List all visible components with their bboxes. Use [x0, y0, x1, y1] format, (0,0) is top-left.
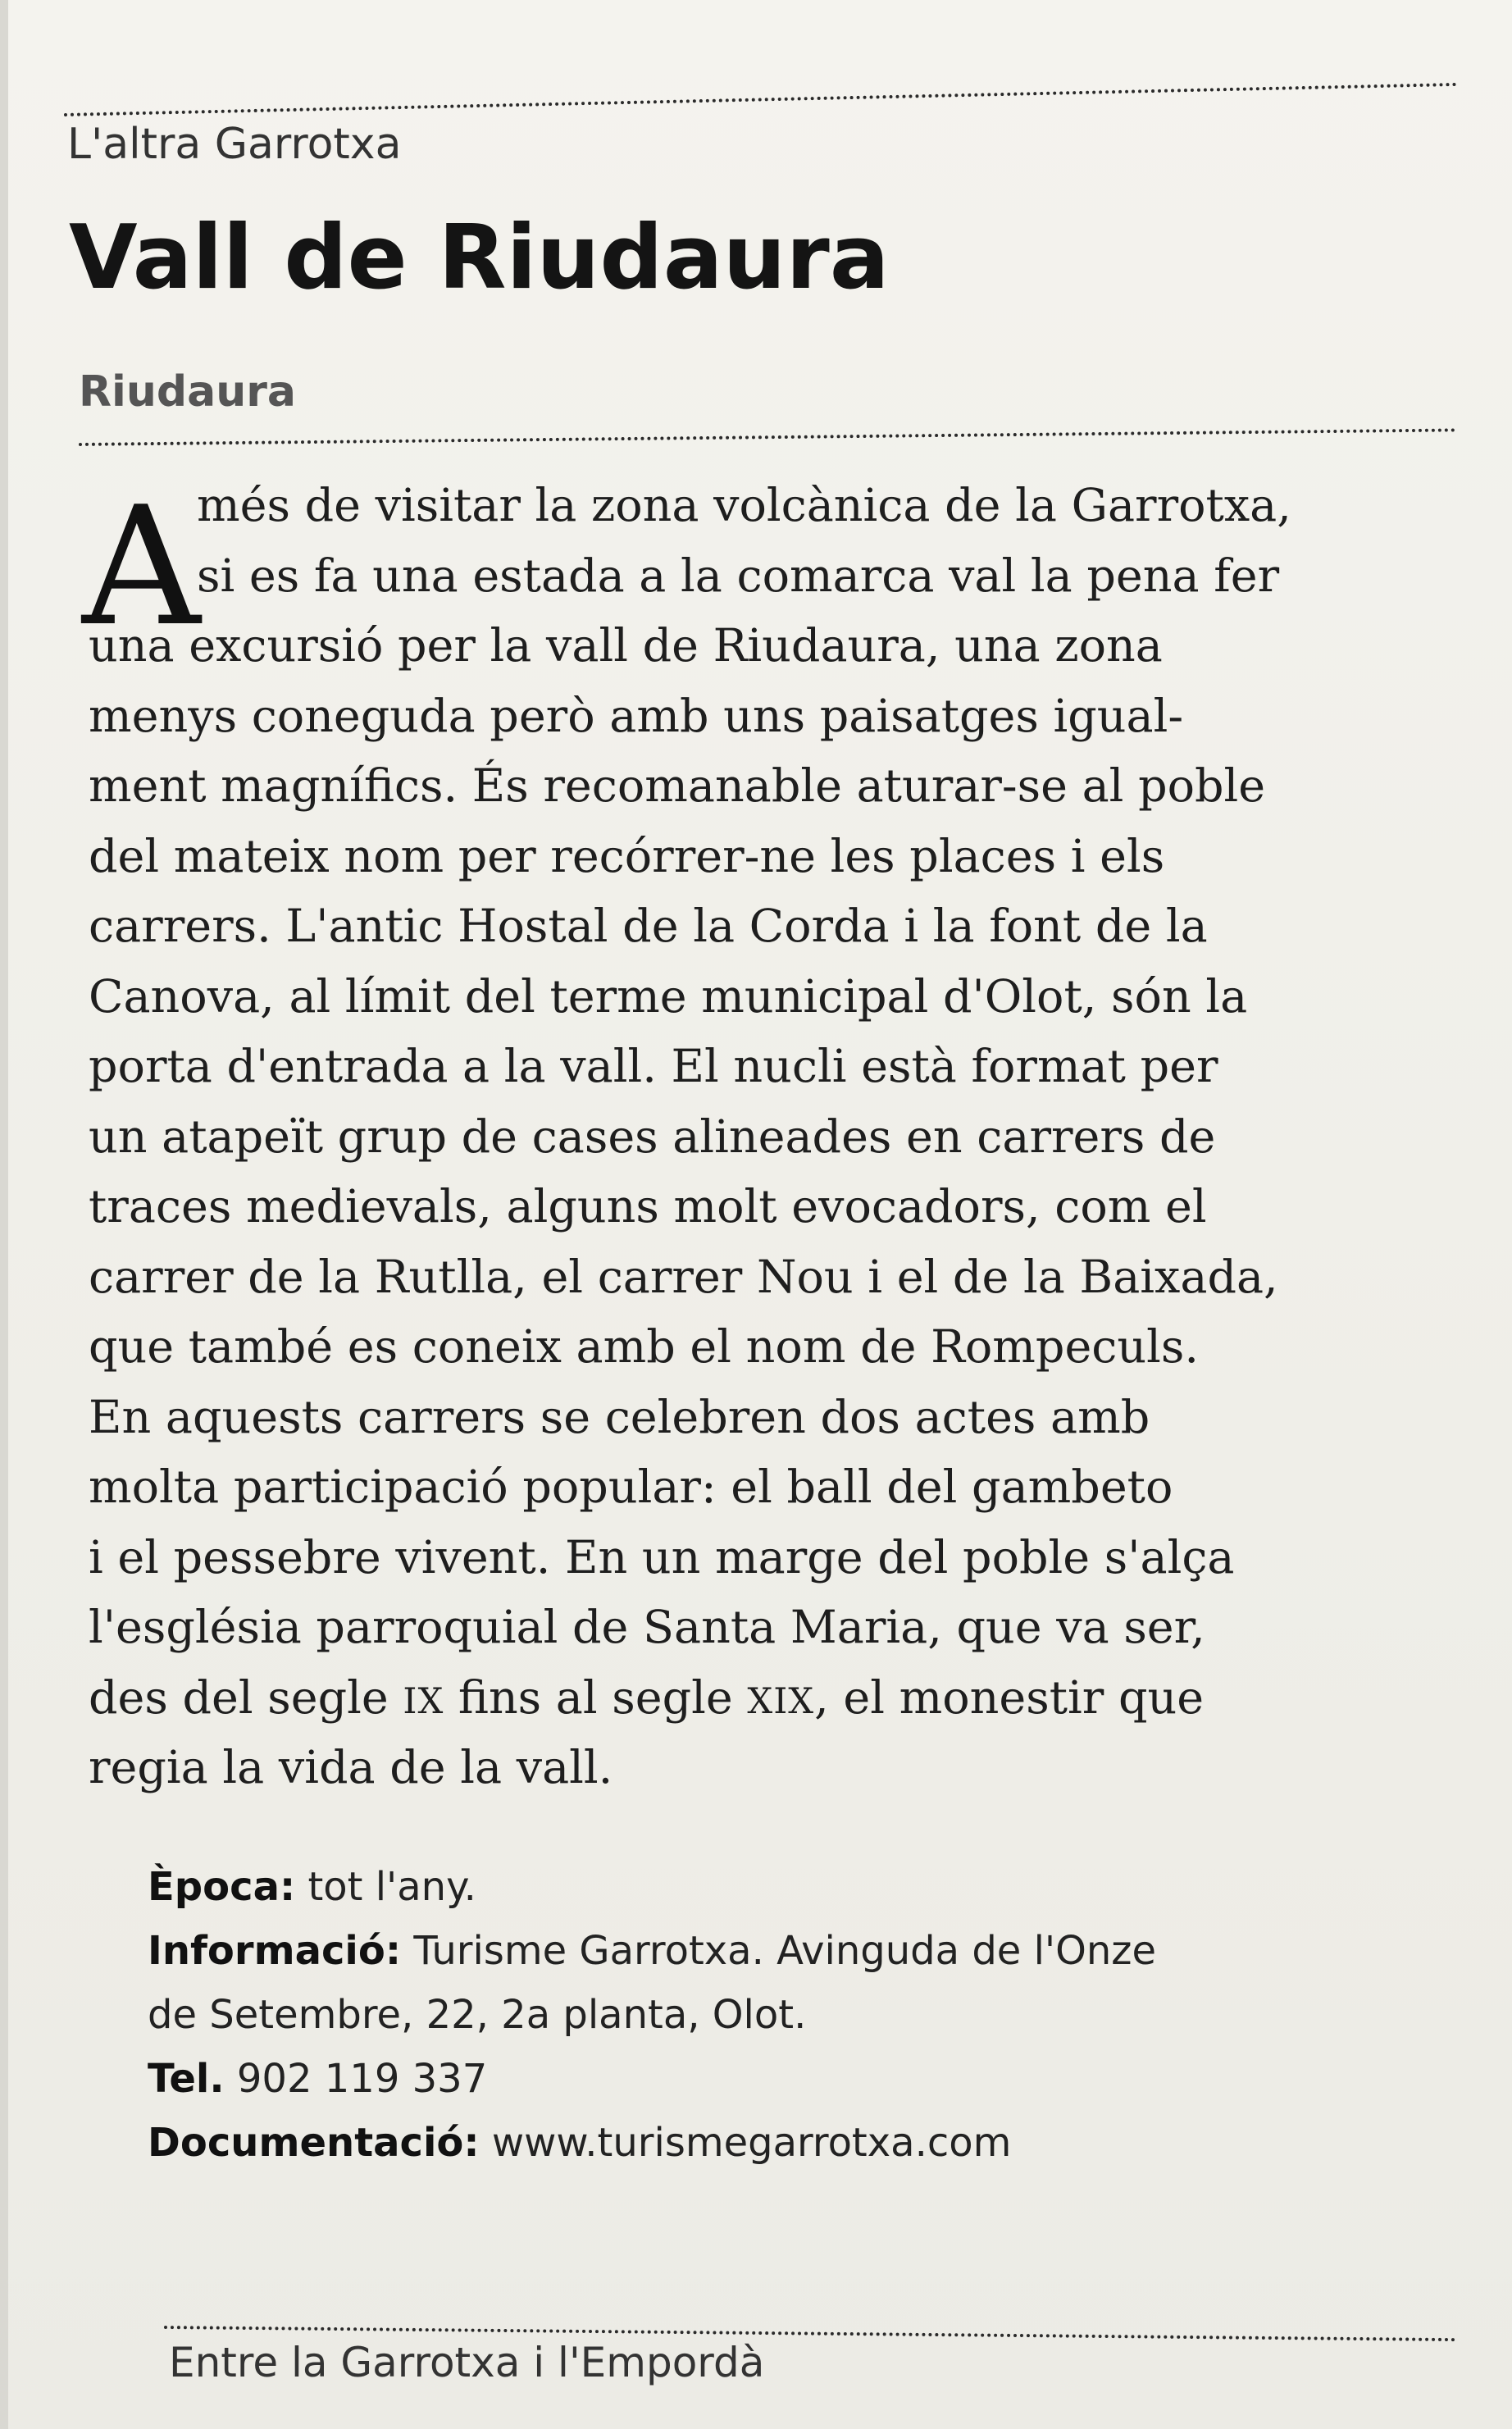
tel-label: Tel. — [148, 2056, 225, 2102]
epoca-label: Època: — [148, 1864, 296, 1910]
body-line-6: del mateix nom per recórrer-ne les places i els — [89, 829, 1165, 883]
line-18-middle: fins al segle — [444, 1670, 748, 1725]
footer-section-label: Entre la Garrotxa i l'Empordà — [169, 2339, 765, 2386]
informacio-value-1: Turisme Garrotxa. Avinguda de l'Onze — [413, 1928, 1157, 1974]
body-line-16: i el pessebre vivent. En un marge del poble s'alça — [89, 1530, 1235, 1584]
body-line-18 — [89, 1663, 1466, 1734]
body-line-8: Canova, al límit del terme municipal d'Olot, són la — [89, 969, 1248, 1023]
page-edge-shadow — [0, 0, 8, 2429]
roman-numeral-xix: XIX — [747, 1680, 815, 1722]
line-18-before: des del segle — [89, 1670, 403, 1725]
section-label: L'altra Garrotxa — [67, 120, 402, 169]
body-line-7: carrers. L'antic Hostal de la Corda i la font de la — [89, 900, 1208, 953]
drop-cap: A — [82, 472, 201, 663]
body-line-5: ment magnífics. És recomanable aturar-se al poble — [89, 759, 1266, 813]
body-line-2: si es fa una estada a la comarca val la pena fer — [197, 549, 1280, 603]
subtitle-dotted-rule — [79, 428, 1456, 446]
roman-numeral-ix: IX — [403, 1680, 444, 1722]
body-line-3: una excursió per la vall de Riudaura, una zona — [89, 619, 1163, 672]
epoca-value: tot l'any. — [307, 1864, 476, 1910]
info-informacio-continued: de Setembre, 22, 2a planta, Olot. — [148, 1992, 807, 2038]
info-epoca — [148, 1855, 1460, 1919]
body-line-19: regia la vida de la vall. — [89, 1741, 613, 1794]
article-title: Vall de Riudaura — [69, 207, 890, 309]
documentacio-link[interactable]: www.turismegarrotxa.com — [491, 2120, 1012, 2166]
body-line-10: un atapeït grup de cases alineades en carrers de — [89, 1110, 1216, 1164]
article-subtitle: Riudaura — [79, 367, 296, 417]
article-body — [89, 471, 1466, 1803]
body-line-1: més de visitar la zona volcànica de la Garrotxa, — [197, 479, 1291, 532]
body-line-15: molta participació popular: el ball del gambeto — [89, 1461, 1173, 1514]
body-line-11: traces medievals, alguns molt evocadors, com el — [89, 1180, 1207, 1233]
body-line-9: porta d'entrada a la vall. El nucli està format per — [89, 1040, 1218, 1093]
info-documentacio — [148, 2111, 1460, 2175]
practical-info — [148, 1855, 1460, 2175]
body-line-13: que també es coneix amb el nom de Rompeculs. — [89, 1320, 1200, 1374]
info-tel — [148, 2047, 1460, 2111]
top-dotted-rule — [64, 83, 1458, 116]
body-line-17: l'església parroquial de Santa Maria, que va ser, — [89, 1601, 1205, 1654]
body-line-12: carrer de la Rutlla, el carrer Nou i el de la Baixada, — [89, 1250, 1278, 1304]
body-line-14: En aquests carrers se celebren dos actes amb — [89, 1390, 1150, 1444]
body-line-4: menys coneguda però amb uns paisatges igual- — [89, 689, 1184, 743]
documentacio-label: Documentació: — [148, 2120, 480, 2166]
line-18-after: , el monestir que — [814, 1670, 1205, 1725]
tel-value: 902 119 337 — [236, 2056, 488, 2102]
informacio-label: Informació: — [148, 1928, 402, 1974]
info-informacio — [148, 1919, 1460, 1983]
